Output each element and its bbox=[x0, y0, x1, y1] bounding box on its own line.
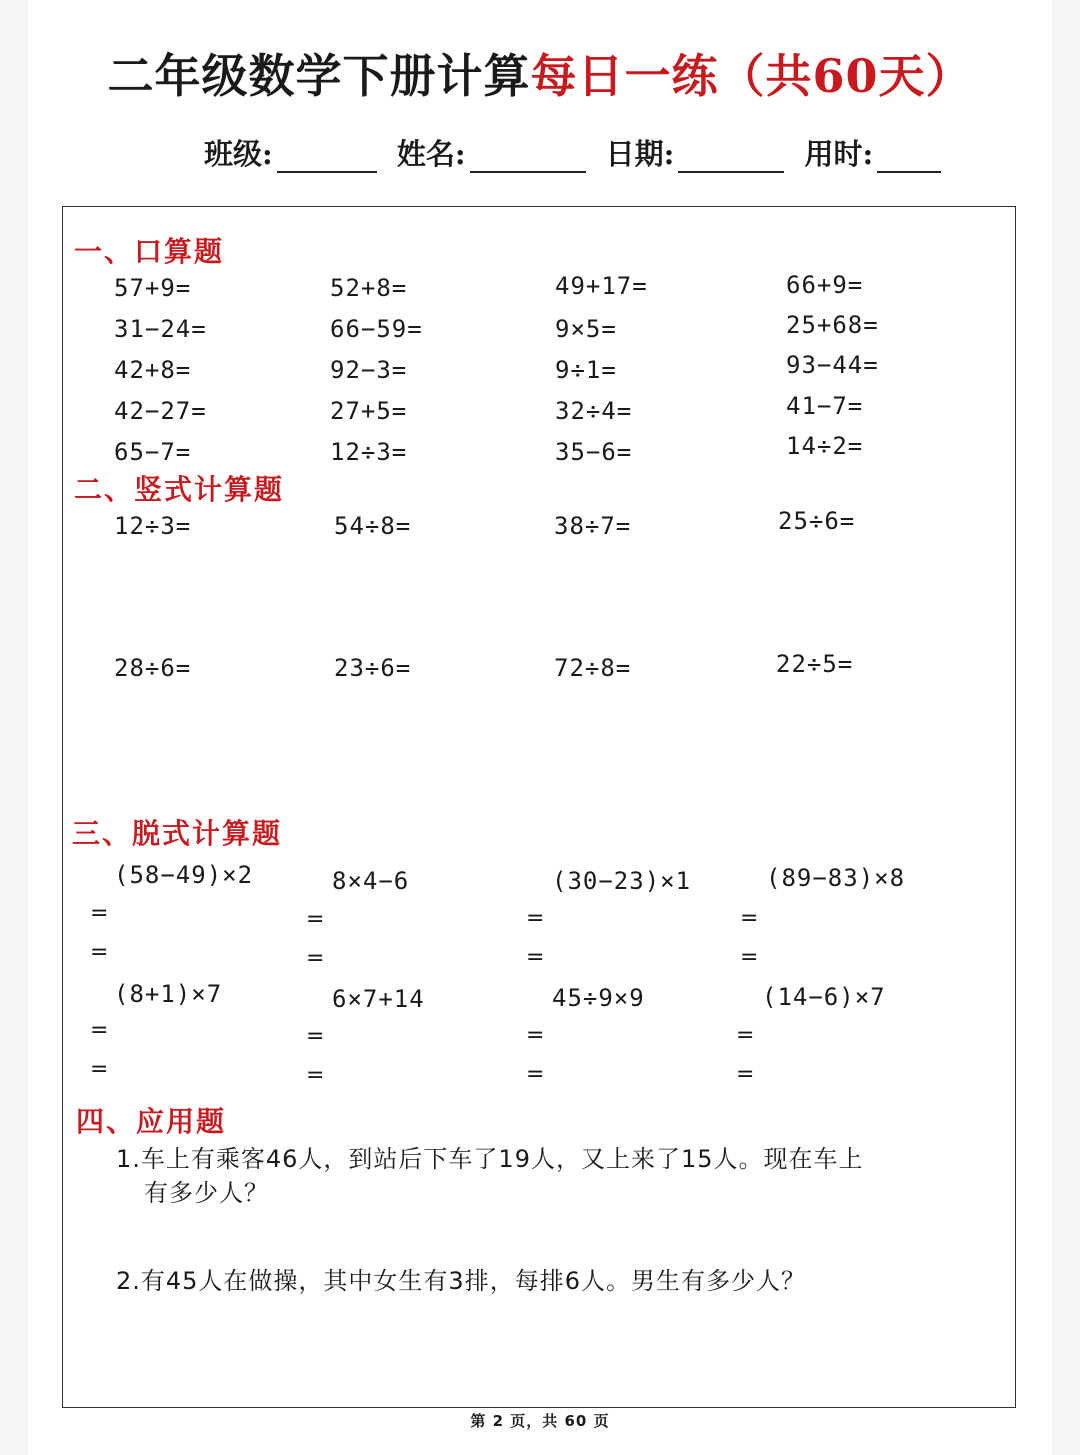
title-red: 每日一练（共60天） bbox=[530, 49, 973, 103]
equals-sign: = bbox=[526, 1062, 545, 1087]
class-blank[interactable] bbox=[277, 143, 377, 173]
section-oral-title: 一、口算题 bbox=[74, 235, 225, 268]
vertical-problem: 28÷6= bbox=[114, 654, 192, 682]
vertical-problem: 25÷6= bbox=[778, 507, 856, 535]
equals-sign: = bbox=[90, 901, 109, 926]
equals-sign: = bbox=[740, 945, 759, 970]
page-footer: 第 2 页，共 60 页 bbox=[470, 1412, 610, 1430]
oral-problem: 42+8= bbox=[114, 356, 192, 384]
vertical-problem: 23÷6= bbox=[334, 654, 412, 682]
oral-problem: 93−44= bbox=[786, 351, 879, 379]
page-title bbox=[28, 40, 1052, 106]
stepwise-problem: (8+1)×7 bbox=[114, 980, 223, 1008]
vertical-problem: 72÷8= bbox=[554, 654, 632, 682]
stepwise-problem: (58−49)×2 bbox=[114, 861, 254, 889]
worksheet-frame bbox=[62, 206, 1016, 1408]
oral-problem: 35−6= bbox=[555, 438, 633, 466]
oral-problem: 12÷3= bbox=[330, 438, 408, 466]
equals-sign: = bbox=[306, 946, 325, 971]
name-field bbox=[397, 132, 586, 173]
oral-problem: 49+17= bbox=[555, 272, 648, 300]
vertical-problem: 38÷7= bbox=[554, 512, 632, 540]
stepwise-problem: 45÷9×9 bbox=[552, 984, 645, 1012]
time-field bbox=[804, 132, 941, 173]
equals-sign: = bbox=[740, 906, 759, 931]
word-problem-1 bbox=[116, 1142, 864, 1210]
stepwise-problem: (30−23)×1 bbox=[552, 867, 692, 895]
oral-problem: 9÷1= bbox=[555, 356, 617, 384]
name-label: 姓名: bbox=[396, 137, 466, 171]
worksheet-page bbox=[28, 0, 1052, 1455]
equals-sign: = bbox=[306, 1024, 325, 1049]
time-blank[interactable] bbox=[877, 143, 941, 173]
equals-sign: = bbox=[90, 1018, 109, 1043]
equals-sign: = bbox=[526, 945, 545, 970]
oral-problem: 66−59= bbox=[330, 315, 423, 343]
equals-sign: = bbox=[306, 907, 325, 932]
name-blank[interactable] bbox=[470, 143, 586, 173]
section-word-problems-title: 四、应用题 bbox=[76, 1105, 227, 1138]
oral-problem: 41−7= bbox=[786, 392, 864, 420]
time-label: 用时: bbox=[804, 137, 874, 171]
section-stepwise-title: 三、脱式计算题 bbox=[72, 817, 283, 850]
stepwise-problem: 6×7+14 bbox=[332, 985, 425, 1013]
word-problem-1-line2: 有多少人？ bbox=[144, 1179, 269, 1207]
oral-problem: 66+9= bbox=[786, 271, 864, 299]
oral-problem: 65−7= bbox=[114, 438, 192, 466]
oral-problem: 31−24= bbox=[114, 315, 207, 343]
section-vertical-title: 二、竖式计算题 bbox=[74, 473, 285, 506]
word-problem-1-line1: 1.车上有乘客46人，到站后下车了19人，又上来了15人。现在车上 bbox=[116, 1145, 864, 1173]
equals-sign: = bbox=[526, 906, 545, 931]
oral-problem: 14÷2= bbox=[786, 432, 864, 460]
oral-problem: 27+5= bbox=[330, 397, 408, 425]
class-field bbox=[204, 132, 377, 173]
equals-sign: = bbox=[90, 940, 109, 965]
stepwise-problem: (89−83)×8 bbox=[766, 864, 906, 892]
equals-sign: = bbox=[306, 1063, 325, 1088]
date-label: 日期: bbox=[605, 137, 675, 171]
equals-sign: = bbox=[736, 1062, 755, 1087]
oral-problem: 9×5= bbox=[555, 315, 617, 343]
oral-problem: 25+68= bbox=[786, 311, 879, 339]
student-info-row bbox=[204, 132, 951, 173]
equals-sign: = bbox=[90, 1057, 109, 1082]
oral-problem: 52+8= bbox=[330, 274, 408, 302]
title-black: 二年级数学下册计算 bbox=[107, 49, 531, 103]
word-problem-2: 2.有45人在做操，其中女生有3排，每排6人。男生有多少人？ bbox=[116, 1267, 806, 1295]
equals-sign: = bbox=[526, 1023, 545, 1048]
date-field bbox=[606, 132, 785, 173]
equals-sign: = bbox=[736, 1023, 755, 1048]
class-label: 班级: bbox=[204, 137, 273, 171]
vertical-problem: 22÷5= bbox=[776, 650, 854, 678]
oral-problem: 92−3= bbox=[330, 356, 408, 384]
vertical-problem: 54÷8= bbox=[334, 512, 412, 540]
oral-problem: 57+9= bbox=[114, 274, 192, 302]
oral-problem: 32÷4= bbox=[555, 397, 633, 425]
oral-problem: 42−27= bbox=[114, 397, 207, 425]
vertical-problem: 12÷3= bbox=[114, 512, 192, 540]
stepwise-problem: (14−6)×7 bbox=[762, 983, 886, 1011]
date-blank[interactable] bbox=[678, 143, 784, 173]
stepwise-problem: 8×4−6 bbox=[332, 867, 410, 895]
